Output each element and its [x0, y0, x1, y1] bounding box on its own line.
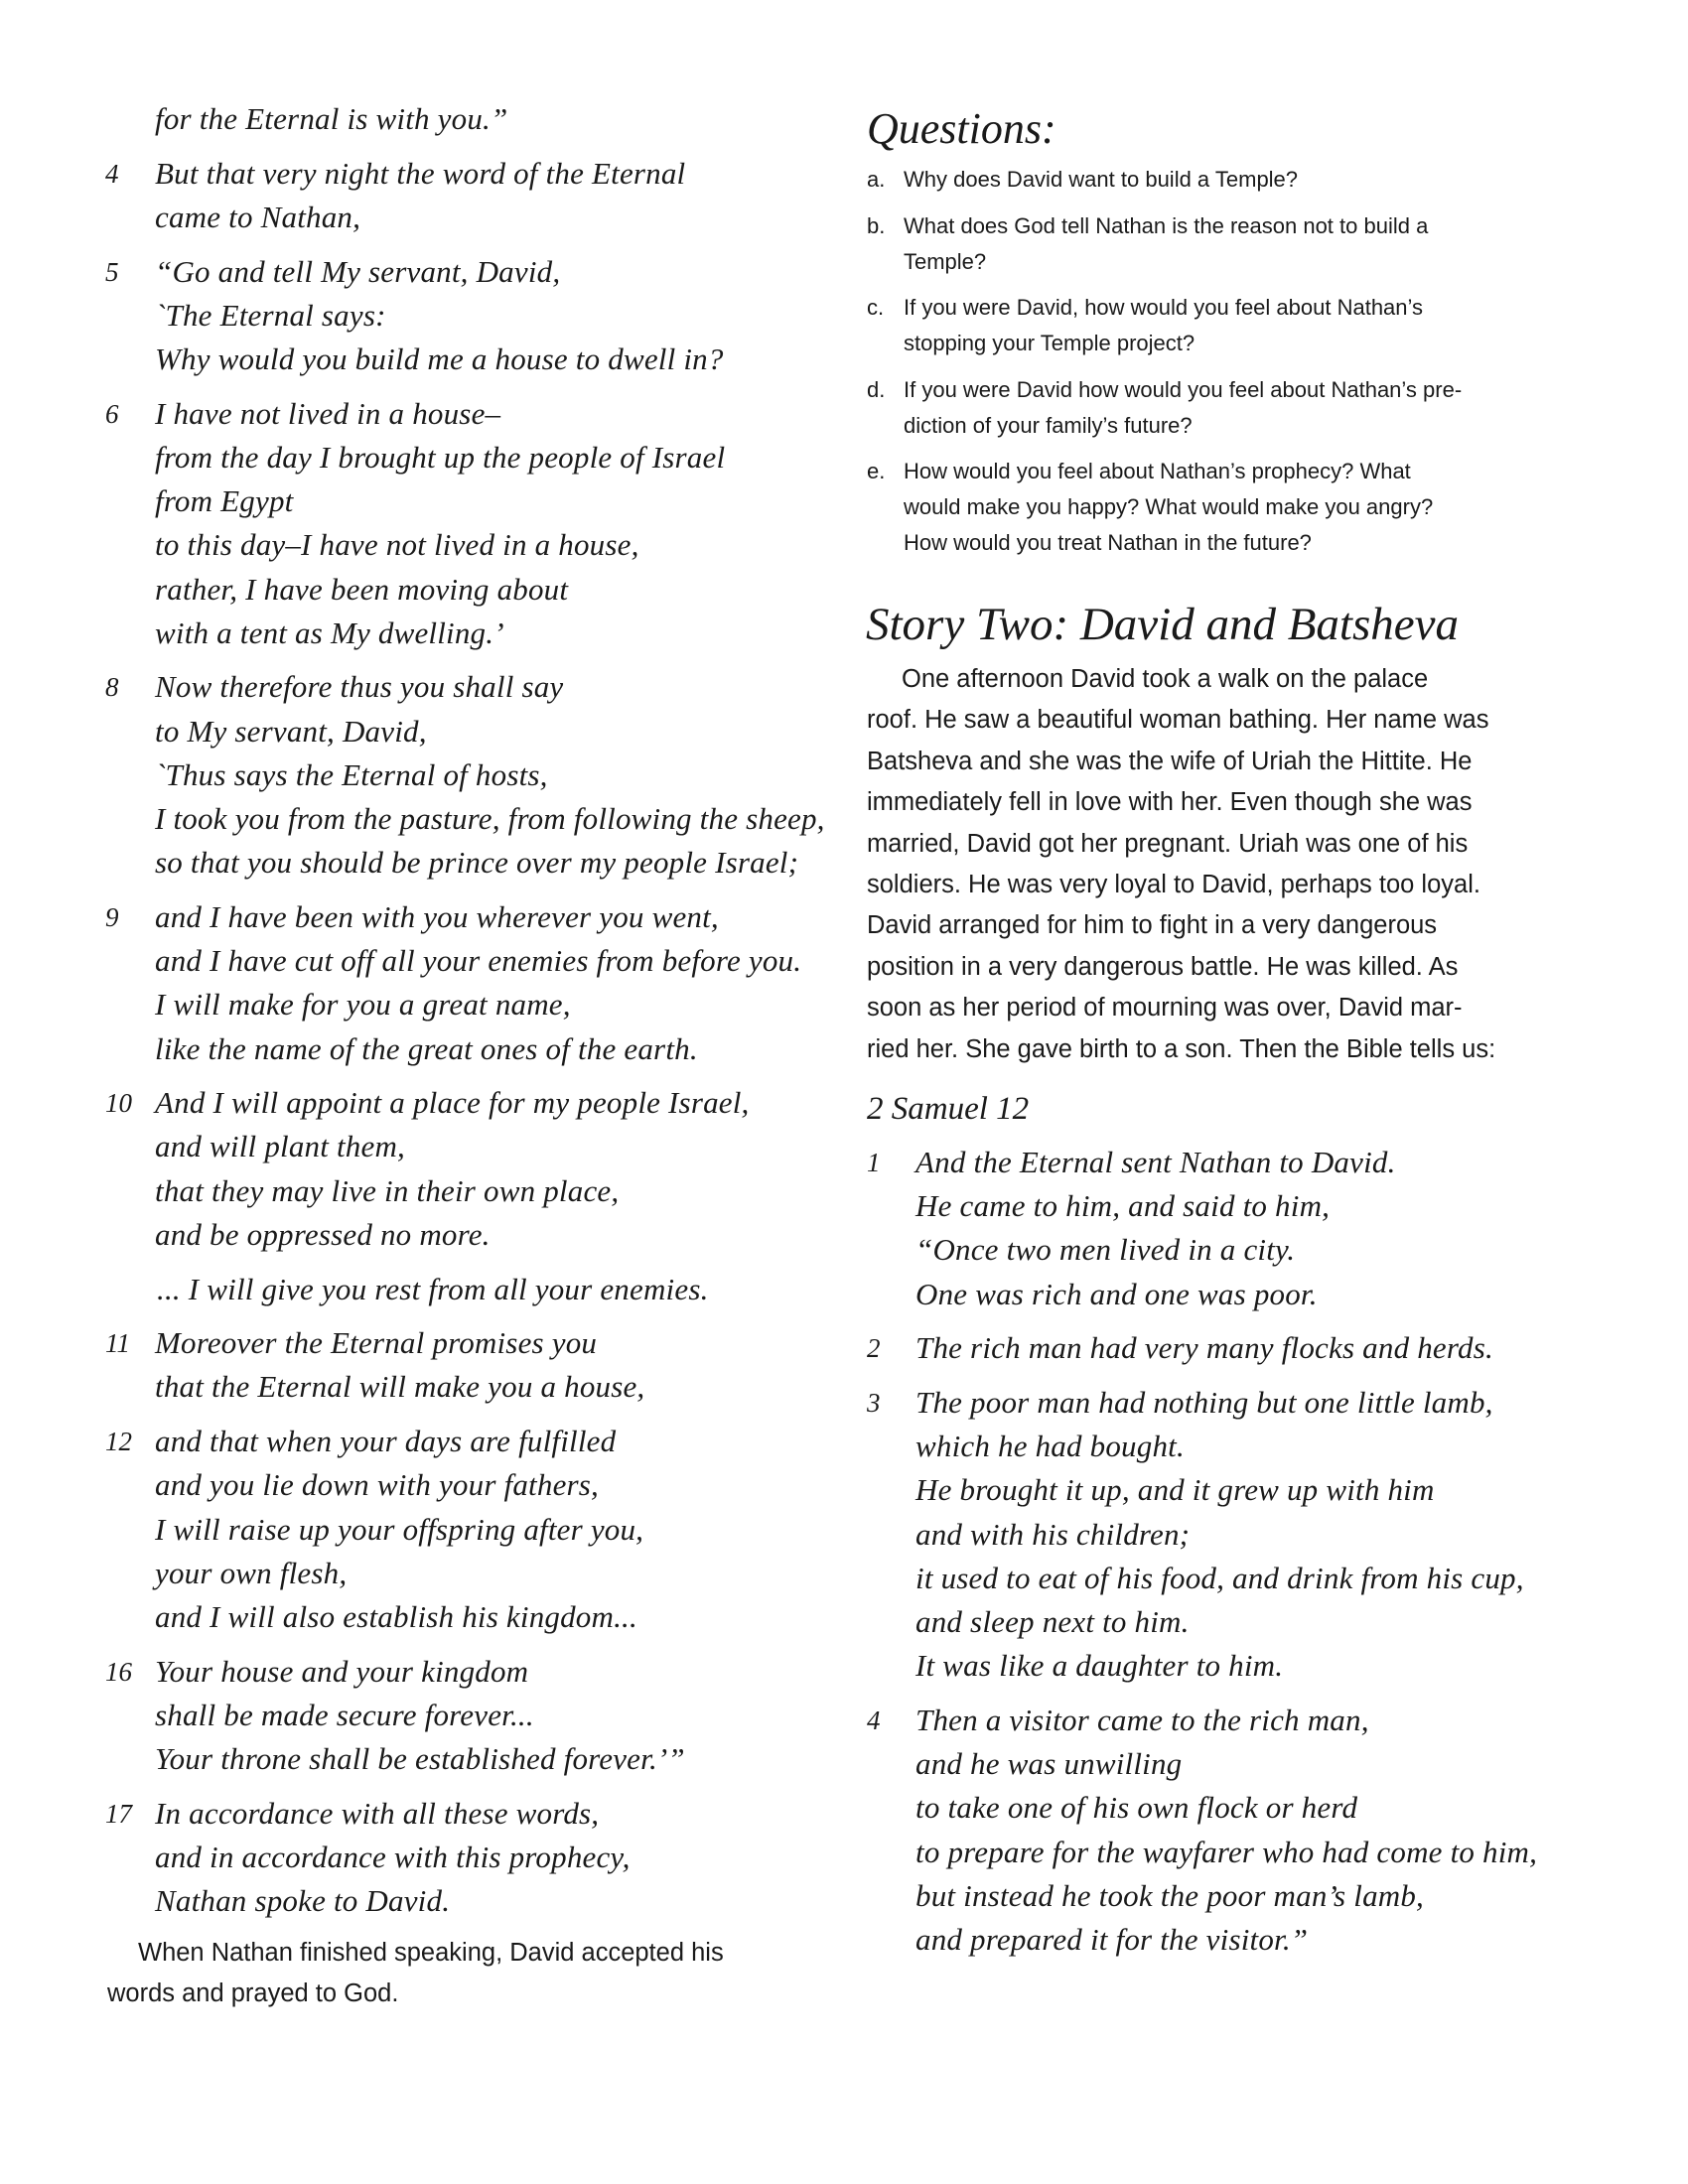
verse-line: to take one of his own flock or herd — [915, 1790, 1358, 1826]
question-text: would make you happy? What would make you angry? — [904, 494, 1434, 519]
paragraph-line: married, David got her pregnant. Uriah was one of his — [867, 829, 1469, 858]
verse-line: your own flesh, — [155, 1555, 348, 1590]
verse-line: `The Eternal says: — [155, 297, 386, 333]
verse-line: to prepare for the wayfarer who had come to him, — [915, 1834, 1538, 1869]
question-label: a. — [867, 167, 886, 192]
verse-line: And I will appoint a place for my people Israel, — [155, 1085, 750, 1121]
paragraph-line: words and prayed to God. — [107, 1979, 399, 2007]
verse-line: It was like a daughter to him. — [915, 1648, 1284, 1684]
verse-line: Now therefore thus you shall say — [155, 669, 564, 705]
verse-line: and I have cut off all your enemies from before you. — [155, 943, 802, 979]
paragraph-line: One afternoon David took a walk on the palace — [902, 665, 1429, 693]
question-label: d. — [867, 376, 886, 402]
question-text: What does God tell Nathan is the reason not to build a — [904, 212, 1429, 238]
verse-line: and he was unwilling — [915, 1746, 1183, 1782]
question-text: If you were David how would you feel about Nathan’s pre- — [904, 376, 1463, 402]
paragraph-line: position in a very dangerous battle. He was killed. As — [867, 952, 1459, 981]
verse-line: to this day–I have not lived in a house, — [155, 527, 639, 563]
verse-number: 10 — [105, 1088, 132, 1119]
verse-line: I took you from the pasture, from following the sheep, — [155, 801, 825, 836]
questions-heading: Questions: — [867, 104, 1056, 153]
verse-number: 5 — [105, 256, 119, 287]
verse-line: I will raise up your offspring after you, — [155, 1511, 644, 1547]
verse-line: came to Nathan, — [155, 199, 361, 234]
verse-number: 2 — [867, 1333, 881, 1364]
paragraph-line: immediately fell in love with her. Even though she was — [867, 788, 1473, 817]
verse-number: 9 — [105, 901, 119, 932]
verse-line: Nathan spoke to David. — [155, 1883, 451, 1919]
verse-number: 8 — [105, 672, 119, 703]
question-text: How would you treat Nathan in the future? — [904, 530, 1312, 555]
verse-line: that they may live in their own place, — [155, 1172, 620, 1208]
verse-line: rather, I have been moving about — [155, 571, 569, 607]
verse-line: and will plant them, — [155, 1129, 405, 1164]
verse-line: Your house and your kingdom — [155, 1653, 529, 1689]
scripture-reference: 2 Samuel 12 — [867, 1091, 1030, 1127]
verse-line: and be oppressed no more. — [155, 1216, 491, 1252]
question-text: diction of your family’s future? — [904, 412, 1193, 438]
verse-line: for the Eternal is with you.” — [155, 101, 508, 136]
verse-number: 6 — [105, 398, 119, 429]
verse-number: 1 — [867, 1148, 881, 1177]
question-text: Why does David want to build a Temple? — [904, 167, 1299, 192]
verse-line: “Once two men lived in a city. — [915, 1232, 1296, 1268]
verse-line: He brought it up, and it grew up with him — [915, 1472, 1435, 1508]
question-label: e. — [867, 459, 886, 483]
verse-number: 3 — [867, 1388, 881, 1418]
verse-line: so that you should be prince over my people Israel; — [155, 845, 799, 881]
verse-line: and that when your days are fulfilled — [155, 1424, 617, 1459]
verse-line: And the Eternal sent Nathan to David. — [915, 1145, 1396, 1179]
verse-line: shall be made secure forever... — [155, 1697, 534, 1732]
verse-line: but instead he took the poor man’s lamb, — [915, 1877, 1425, 1913]
story-heading: Story Two: David and Batsheva — [866, 599, 1460, 650]
verse-line: In accordance with all these words, — [155, 1795, 600, 1831]
paragraph-line: ried her. She gave birth to a son. Then the Bible tells us: — [867, 1034, 1496, 1063]
verse-number: 4 — [867, 1705, 881, 1735]
verse-line: “Go and tell My servant, David, — [155, 253, 561, 289]
verse-line: and I will also establish his kingdom... — [155, 1598, 637, 1634]
verse-line: `Thus says the Eternal of hosts, — [155, 756, 548, 792]
verse-line: like the name of the great ones of the earth. — [155, 1030, 698, 1066]
verse-line: and in accordance with this prophecy, — [155, 1839, 631, 1874]
verse-line: Moreover the Eternal promises you — [155, 1325, 598, 1361]
verse-line: and I have been with you wherever you went, — [155, 898, 719, 934]
question-label: c. — [867, 295, 885, 320]
verse-line: from Egypt — [155, 483, 294, 519]
verse-number: 17 — [105, 1798, 132, 1829]
verse-number: 12 — [105, 1427, 132, 1457]
verse-line: it used to eat of his food, and drink from his cup, — [915, 1560, 1524, 1595]
paragraph-line: roof. He saw a beautiful woman bathing. Her name was — [867, 706, 1489, 735]
verse-line: and with his children; — [915, 1516, 1191, 1552]
verse-line: and prepared it for the visitor.” — [915, 1921, 1309, 1957]
question-text: Temple? — [904, 248, 987, 274]
question-text: How would you feel about Nathan’s prophecy? What — [904, 459, 1411, 483]
paragraph-line: Batsheva and she was the wife of Uriah the Hittite. He — [867, 747, 1473, 775]
verse-line: I will make for you a great name, — [155, 987, 571, 1023]
verse-line: that the Eternal will make you a house, — [155, 1369, 645, 1405]
verse-line: ... I will give you rest from all your enemies. — [157, 1271, 709, 1306]
paragraph-line: When Nathan finished speaking, David accepted his — [138, 1939, 724, 1967]
verse-line: to My servant, David, — [155, 713, 427, 749]
paragraph-line: soldiers. He was very loyal to David, perhaps too loyal. — [867, 871, 1480, 898]
verse-line: and sleep next to him. — [915, 1604, 1190, 1639]
verse-number: 11 — [105, 1328, 130, 1359]
verse-line: I have not lived in a house– — [155, 395, 501, 431]
question-text: If you were David, how would you feel about Nathan’s — [904, 295, 1424, 320]
paragraph-line: soon as her period of mourning was over, David mar- — [867, 994, 1463, 1023]
verse-line: The poor man had nothing but one little lamb, — [915, 1385, 1493, 1420]
verse-line: But that very night the word of the Eternal — [155, 155, 686, 191]
verse-line: He came to him, and said to him, — [915, 1188, 1331, 1224]
question-text: stopping your Temple project? — [904, 331, 1196, 355]
verse-number: 4 — [105, 158, 119, 189]
verse-line: Why would you build me a house to dwell in? — [155, 341, 724, 376]
verse-line: from the day I brought up the people of Israel — [155, 439, 726, 475]
verse-line: with a tent as My dwelling.’ — [155, 614, 504, 650]
verse-line: Your throne shall be established forever.’” — [155, 1741, 685, 1776]
paragraph-line: David arranged for him to fight in a very dangerous — [867, 911, 1438, 940]
question-label: b. — [867, 212, 886, 238]
verse-line: which he had bought. — [915, 1429, 1185, 1464]
verse-line: Then a visitor came to the rich man, — [915, 1702, 1369, 1737]
verse-number: 16 — [105, 1656, 132, 1687]
verse-line: The rich man had very many flocks and herds. — [915, 1330, 1493, 1366]
verse-line: and you lie down with your fathers, — [155, 1467, 600, 1503]
verse-line: One was rich and one was poor. — [915, 1276, 1318, 1311]
